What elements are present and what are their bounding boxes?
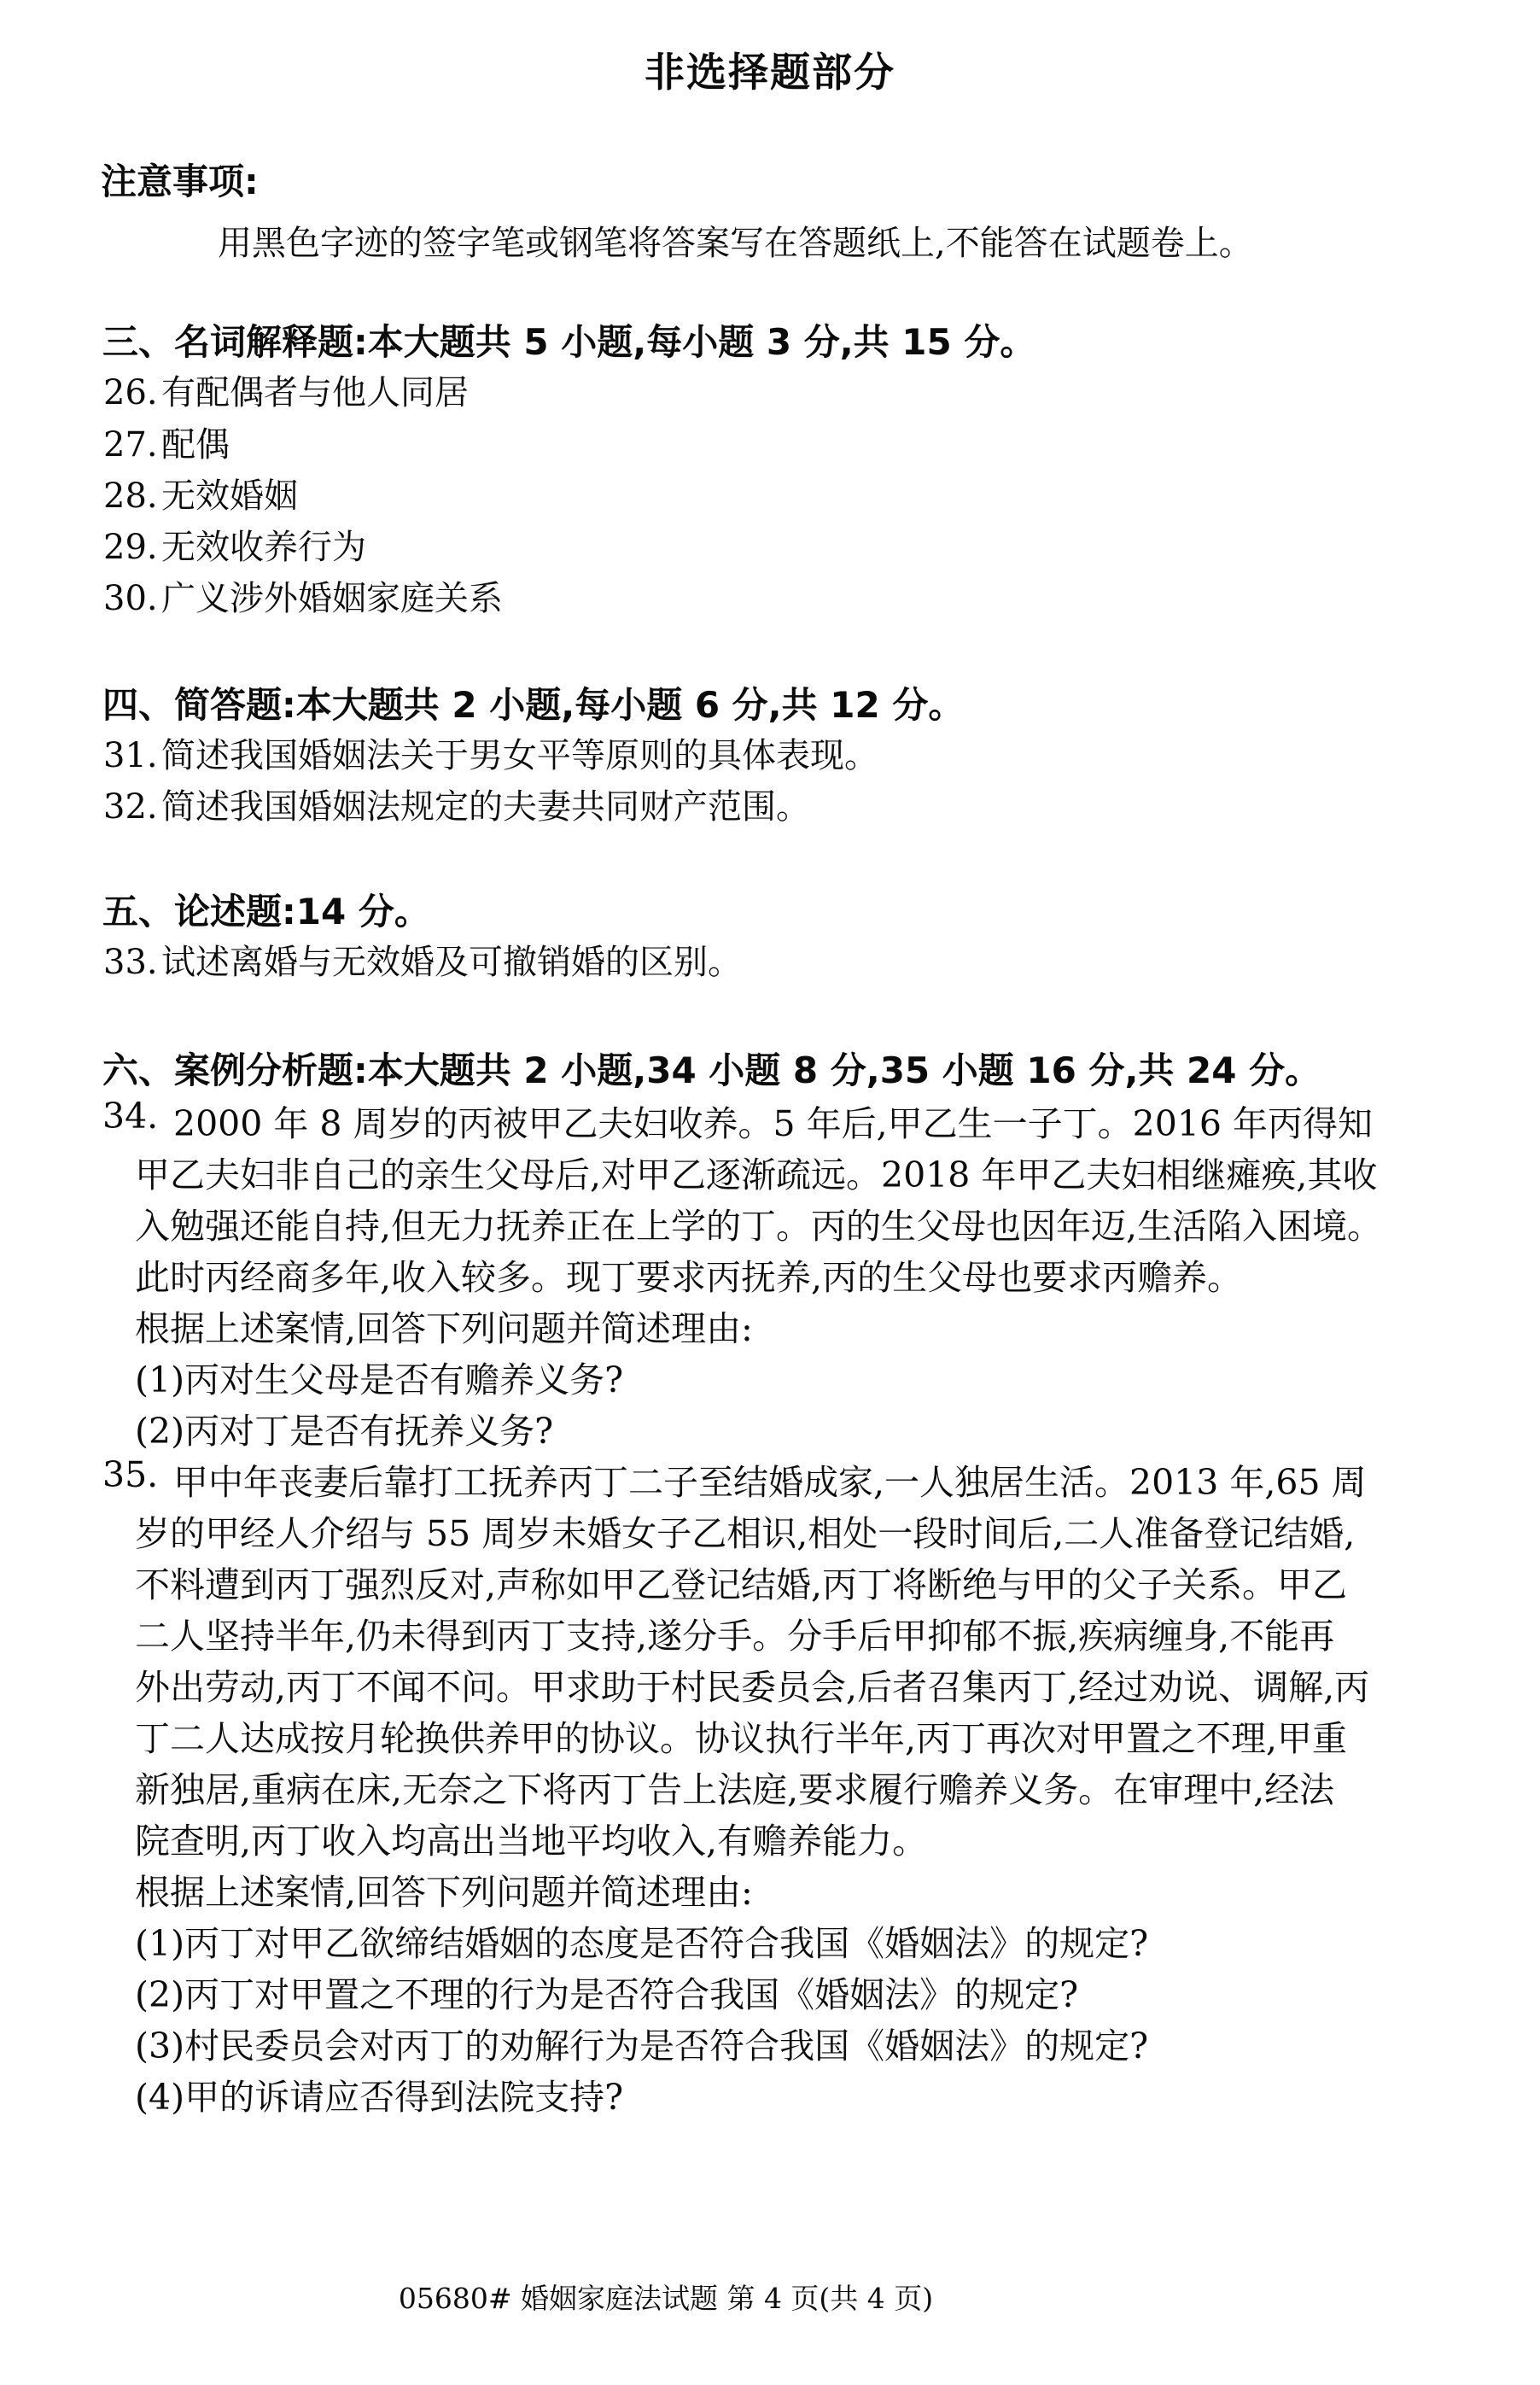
question-30 bbox=[103, 571, 503, 620]
page-title: 非选择题部分 bbox=[645, 50, 895, 96]
case-35-line: 不料遭到丙丁强烈反对,声称如甲乙登记结婚,丙丁将断绝与甲的父子关系。甲乙 bbox=[135, 1564, 1348, 1605]
notice-label: 注意事项: bbox=[101, 161, 259, 202]
question-number: 29. bbox=[103, 528, 158, 567]
question-number: 30. bbox=[103, 579, 158, 618]
question-number: 32. bbox=[103, 787, 158, 827]
section-heading-case-analysis: 六、案例分析题:本大题共 2 小题,34 小题 8 分,35 小题 16 分,共 24 分。 bbox=[102, 1049, 1321, 1091]
page-footer: 05680# 婚姻家庭法试题 第 4 页(共 4 页) bbox=[398, 2282, 934, 2315]
case-34-subquestion-2: (2)丙对丁是否有抚养义务? bbox=[135, 1411, 554, 1452]
question-number: 27. bbox=[103, 425, 158, 465]
section-heading-terms: 三、名词解释题:本大题共 5 小题,每小题 3 分,共 15 分。 bbox=[102, 321, 1036, 363]
case-35-instruction: 根据上述案情,回答下列问题并简述理由: bbox=[135, 1872, 753, 1913]
question-text: 无效收养行为 bbox=[161, 528, 366, 567]
question-text: 广义涉外婚姻家庭关系 bbox=[161, 579, 503, 618]
case-35-line: 岁的甲经人介绍与 55 周岁未婚女子乙相识,相处一段时间后,二人准备登记结婚, bbox=[135, 1513, 1356, 1554]
question-number: 28. bbox=[103, 476, 158, 516]
question-text: 试述离婚与无效婚及可撤销婚的区别。 bbox=[161, 943, 742, 982]
case-35-line: 丁二人达成按月轮换供养甲的协议。协议执行半年,丙丁再次对甲置之不理,甲重 bbox=[135, 1718, 1348, 1759]
case-35-subquestion-2: (2)丙丁对甲置之不理的行为是否符合我国《婚姻法》的规定? bbox=[135, 1974, 1079, 2015]
case-35-line: 新独居,重病在床,无奈之下将丙丁告上法庭,要求履行赡养义务。在审理中,经法 bbox=[135, 1769, 1335, 1810]
question-33 bbox=[103, 935, 742, 984]
question-number-34: 34. bbox=[102, 1096, 159, 1137]
case-34-line: 2000 年 8 周岁的丙被甲乙夫妇收养。5 年后,甲乙生一子丁。2016 年丙得知 bbox=[173, 1103, 1374, 1144]
question-32 bbox=[103, 780, 810, 828]
question-number: 31. bbox=[103, 736, 158, 775]
question-27 bbox=[103, 418, 230, 466]
case-35-line: 院查明,丙丁收入均高出当地平均收入,有赡养能力。 bbox=[135, 1821, 928, 1862]
case-35-subquestion-1: (1)丙丁对甲乙欲缔结婚姻的态度是否符合我国《婚姻法》的规定? bbox=[135, 1923, 1149, 1964]
question-text: 无效婚姻 bbox=[161, 476, 298, 516]
case-34-subquestion-1: (1)丙对生父母是否有赡养义务? bbox=[135, 1359, 624, 1400]
case-35-subquestion-4: (4)甲的诉请应否得到法院支持? bbox=[135, 2077, 624, 2118]
question-29 bbox=[103, 520, 366, 569]
case-34-instruction: 根据上述案情,回答下列问题并简述理由: bbox=[135, 1308, 753, 1349]
case-34-line: 甲乙夫妇非自己的亲生父母后,对甲乙逐渐疏远。2018 年甲乙夫妇相继瘫痪,其收 bbox=[135, 1155, 1378, 1195]
case-35-line: 二人坚持半年,仍未得到丙丁支持,遂分手。分手后甲抑郁不振,疾病缠身,不能再 bbox=[135, 1616, 1335, 1657]
question-text: 配偶 bbox=[161, 425, 230, 465]
section-heading-short-answer: 四、简答题:本大题共 2 小题,每小题 6 分,共 12 分。 bbox=[102, 684, 965, 726]
question-28 bbox=[103, 469, 298, 517]
question-text: 简述我国婚姻法关于男女平等原则的具体表现。 bbox=[161, 736, 878, 775]
section-heading-essay: 五、论述题:14 分。 bbox=[102, 891, 430, 932]
question-text: 有配偶者与他人同居 bbox=[161, 373, 469, 412]
question-number-35: 35. bbox=[102, 1454, 159, 1495]
question-text: 简述我国婚姻法规定的夫妻共同财产范围。 bbox=[161, 787, 810, 827]
case-34-line: 此时丙经商多年,收入较多。现丁要求丙抚养,丙的生父母也要求丙赡养。 bbox=[135, 1257, 1243, 1298]
question-26 bbox=[103, 365, 469, 414]
case-35-line: 甲中年丧妻后靠打工抚养丙丁二子至结婚成家,一人独居生活。2013 年,65 周 bbox=[173, 1462, 1367, 1503]
question-number: 26. bbox=[103, 373, 158, 412]
question-number: 33. bbox=[103, 943, 158, 982]
case-35-line: 外出劳动,丙丁不闻不问。甲求助于村民委员会,后者召集丙丁,经过劝说、调解,丙 bbox=[135, 1667, 1370, 1708]
case-35-subquestion-3: (3)村民委员会对丙丁的劝解行为是否符合我国《婚姻法》的规定? bbox=[135, 2025, 1149, 2066]
case-34-line: 入勉强还能自持,但无力抚养正在上学的丁。丙的生父母也因年迈,生活陷入困境。 bbox=[135, 1206, 1383, 1247]
question-31 bbox=[103, 728, 878, 777]
notice-text: 用黑色字迹的签字笔或钢笔将答案写在答题纸上,不能答在试题卷上。 bbox=[218, 224, 1253, 263]
